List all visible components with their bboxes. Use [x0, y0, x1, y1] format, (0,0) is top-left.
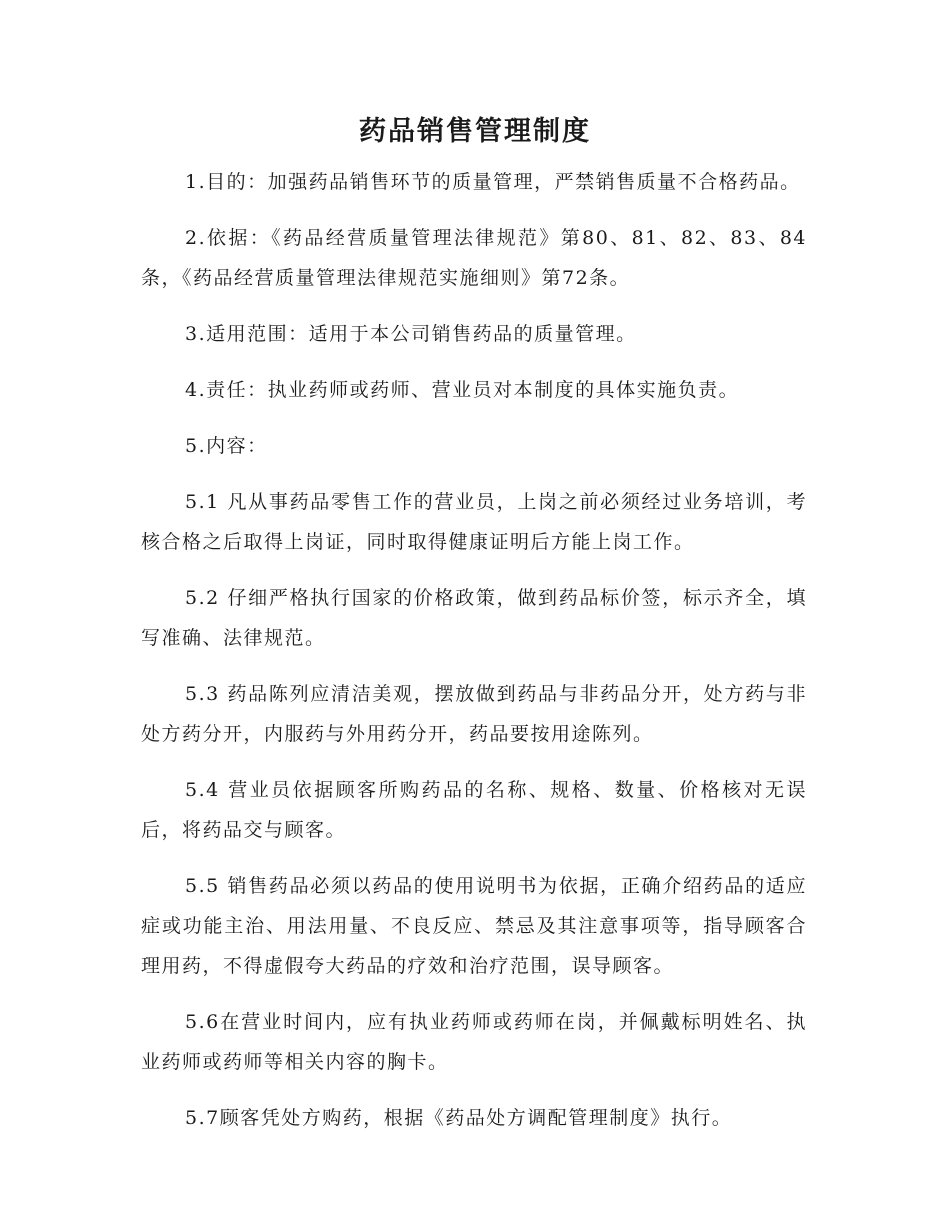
paragraph-5-5: 5.5 销售药品必须以药品的使用说明书为依据，正确介绍药品的适应症或功能主治、用法用量、不良反应、禁忌及其注意事项等，指导顾客合理用药，不得虚假夸大药品的疗效和治疗范围，误导顾客。: [141, 875, 807, 977]
paragraph-purpose: 1.目的：加强药品销售环节的质量管理，严禁销售质量不合格药品。: [185, 171, 801, 193]
paragraph-content-heading: 5.内容：: [185, 435, 268, 457]
paragraph-scope: 3.适用范围：适用于本公司销售药品的质量管理。: [185, 323, 637, 345]
paragraph-5-4: 5.4 营业员依据顾客所购药品的名称、规格、数量、价格核对无误后，将药品交与顾客。: [141, 779, 807, 841]
paragraph-5-7: 5.7顾客凭处方购药，根据《药品处方调配管理制度》执行。: [185, 1107, 733, 1129]
paragraph-5-2: 5.2 仔细严格执行国家的价格政策，做到药品标价签，标示齐全，填写准确、法律规范。: [141, 587, 807, 649]
paragraph-basis: 2.依据：《药品经营质量管理法律规范》第80、81、82、83、84条，《药品经营质量管理法律规范实施细则》第72条。: [141, 227, 807, 289]
document-title: 药品销售管理制度: [359, 116, 591, 147]
paragraph-5-1: 5.1 凡从事药品零售工作的营业员，上岗之前必须经过业务培训，考核合格之后取得上岗证，同时取得健康证明后方能上岗工作。: [141, 491, 807, 553]
paragraph-5-3: 5.3 药品陈列应清洁美观，摆放做到药品与非药品分开，处方药与非处方药分开，内服药与外用药分开，药品要按用途陈列。: [141, 683, 807, 745]
paragraph-5-6: 5.6在营业时间内，应有执业药师或药师在岗，并佩戴标明姓名、执业药师或药师等相关内容的胸卡。: [141, 1011, 807, 1073]
document-body: [141, 162, 807, 1154]
paragraph-responsibility: 4.责任：执业药师或药师、营业员对本制度的具体实施负责。: [185, 379, 740, 401]
